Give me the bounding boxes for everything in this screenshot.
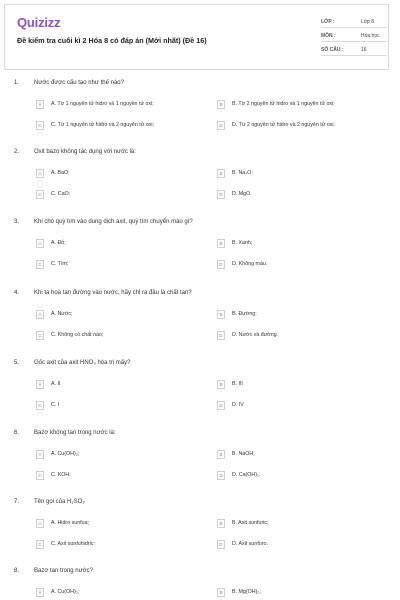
option-text: A. Cu(OH)₂; bbox=[51, 589, 80, 595]
option-letter-box[interactable]: A bbox=[36, 169, 44, 178]
option-letter-box[interactable]: D bbox=[217, 401, 225, 410]
question-text: Oxit bazo không tác dụng với nước là: bbox=[34, 149, 136, 155]
question-number: 1. bbox=[14, 80, 20, 86]
option-text: D. Không màu. bbox=[232, 261, 268, 267]
option-text: A. II bbox=[51, 381, 61, 387]
option-letter-box[interactable]: B bbox=[217, 100, 225, 109]
question-text: Tên gọi của H₂SO₃ bbox=[34, 499, 85, 505]
option-text: A. Nước; bbox=[51, 311, 73, 317]
option-text: C. KOH; bbox=[51, 472, 71, 478]
option-text: C. Không có chất nào; bbox=[51, 332, 104, 338]
option-text: C. CaO; bbox=[51, 191, 71, 197]
meta-row-count bbox=[321, 45, 387, 59]
question-text: Bazơ không tan trong nước là: bbox=[34, 430, 116, 436]
quizizz-logo: Quizizz bbox=[17, 15, 61, 30]
option-letter-box[interactable]: C bbox=[36, 190, 44, 199]
option-letter-box[interactable]: A bbox=[36, 239, 44, 248]
option-letter-box[interactable]: B bbox=[217, 310, 225, 319]
option-letter-box[interactable]: C bbox=[36, 260, 44, 269]
option-text: D. IV bbox=[232, 402, 244, 408]
option-letter-box[interactable]: B bbox=[217, 519, 225, 528]
worksheet-title: Đề kiểm tra cuối kì 2 Hóa 8 có đáp án (Mới nhất) (Đề 16) bbox=[17, 36, 207, 45]
question-text: Khi ta hoà tan đường vào nước, hãy chỉ ra đâu là chất tan? bbox=[34, 290, 192, 296]
option-letter-box[interactable]: B bbox=[217, 380, 225, 389]
option-text: A. BaO; bbox=[51, 170, 70, 176]
question-text: Nước được cấu tạo như thế nào? bbox=[34, 80, 124, 86]
question-number: 4. bbox=[14, 290, 20, 296]
option-letter-box[interactable]: B bbox=[217, 239, 225, 248]
meta-value: Lớp 8 bbox=[361, 19, 375, 25]
question-text: Khi cho quỳ tím vào dung dịch axit, quỳ tím chuyển màu gì? bbox=[34, 219, 193, 225]
meta-line bbox=[321, 55, 387, 56]
worksheet-meta bbox=[321, 17, 387, 59]
question-number: 2. bbox=[14, 149, 20, 155]
worksheet-header bbox=[4, 4, 389, 70]
question-number: 3. bbox=[14, 219, 20, 225]
meta-line bbox=[321, 27, 387, 28]
meta-key: MÔN : bbox=[321, 33, 336, 39]
question-number: 6. bbox=[14, 430, 20, 436]
meta-value: 16 bbox=[361, 47, 367, 53]
meta-value: Hóa học bbox=[361, 33, 380, 39]
option-letter-box[interactable]: C bbox=[36, 401, 44, 410]
option-letter-box[interactable]: A bbox=[36, 450, 44, 459]
option-text: D. MgO. bbox=[232, 191, 252, 197]
meta-line bbox=[321, 41, 387, 42]
question-text: Gốc axit của axit HNO₃ hóa trị mấy? bbox=[34, 360, 131, 366]
meta-row-class bbox=[321, 17, 387, 31]
option-text: B. Axit sunfuric; bbox=[232, 520, 269, 526]
option-text: B. Na₂O; bbox=[232, 170, 253, 176]
question-text: Bazơ tan trong nước? bbox=[34, 568, 93, 574]
meta-key: LỚP : bbox=[321, 19, 335, 25]
option-letter-box[interactable]: B bbox=[217, 169, 225, 178]
option-text: C. Từ 1 nguyên tử hidro và 2 nguyên tử oxi; bbox=[51, 122, 154, 128]
option-text: B. Đường; bbox=[232, 311, 257, 317]
option-text: B. Từ 2 nguyên tử hidro và 1 nguyên tử oxi; bbox=[232, 101, 335, 107]
option-letter-box[interactable]: D bbox=[217, 190, 225, 199]
option-text: B. Mg(OH)₂; bbox=[232, 589, 261, 595]
option-letter-box[interactable]: D bbox=[217, 540, 225, 549]
option-letter-box[interactable]: C bbox=[36, 540, 44, 549]
question-number: 7. bbox=[14, 499, 20, 505]
option-text: D. Từ 2 nguyên tử hidro và 2 nguyên tử oxi. bbox=[232, 122, 335, 128]
option-letter-box[interactable]: A bbox=[36, 380, 44, 389]
option-letter-box[interactable]: A bbox=[36, 100, 44, 109]
option-text: B. Xanh; bbox=[232, 240, 253, 246]
option-letter-box[interactable]: A bbox=[36, 310, 44, 319]
option-letter-box[interactable]: D bbox=[217, 471, 225, 480]
option-letter-box[interactable]: A bbox=[36, 588, 44, 597]
option-letter-box[interactable]: C bbox=[36, 331, 44, 340]
question-number: 5. bbox=[14, 360, 20, 366]
option-text: A. Từ 1 nguyên tử hidro và 1 nguyên tử oxi; bbox=[51, 101, 154, 107]
option-text: B. III bbox=[232, 381, 243, 387]
option-letter-box[interactable]: B bbox=[217, 588, 225, 597]
option-text: A. Hidro sunfua; bbox=[51, 520, 89, 526]
option-text: C. I bbox=[51, 402, 60, 408]
option-text: C. Axit sunfuhidric; bbox=[51, 541, 95, 547]
question-number: 8. bbox=[14, 568, 20, 574]
option-text: A. Cu(OH)₂; bbox=[51, 451, 80, 457]
option-letter-box[interactable]: D bbox=[217, 260, 225, 269]
option-text: D. Ca(OH)₂. bbox=[232, 472, 261, 478]
option-letter-box[interactable]: D bbox=[217, 121, 225, 130]
option-text: D. Nước và đường. bbox=[232, 332, 279, 338]
option-letter-box[interactable]: D bbox=[217, 331, 225, 340]
option-letter-box[interactable]: C bbox=[36, 121, 44, 130]
option-letter-box[interactable]: A bbox=[36, 519, 44, 528]
option-text: A. Đỏ; bbox=[51, 240, 66, 246]
meta-row-subject bbox=[321, 31, 387, 45]
option-text: D. Axit sunfuro. bbox=[232, 541, 268, 547]
option-text: C. Tím; bbox=[51, 261, 69, 267]
meta-key: SỐ CÂU : bbox=[321, 47, 344, 53]
option-letter-box[interactable]: B bbox=[217, 450, 225, 459]
option-text: B. NaOH; bbox=[232, 451, 255, 457]
option-letter-box[interactable]: C bbox=[36, 471, 44, 480]
